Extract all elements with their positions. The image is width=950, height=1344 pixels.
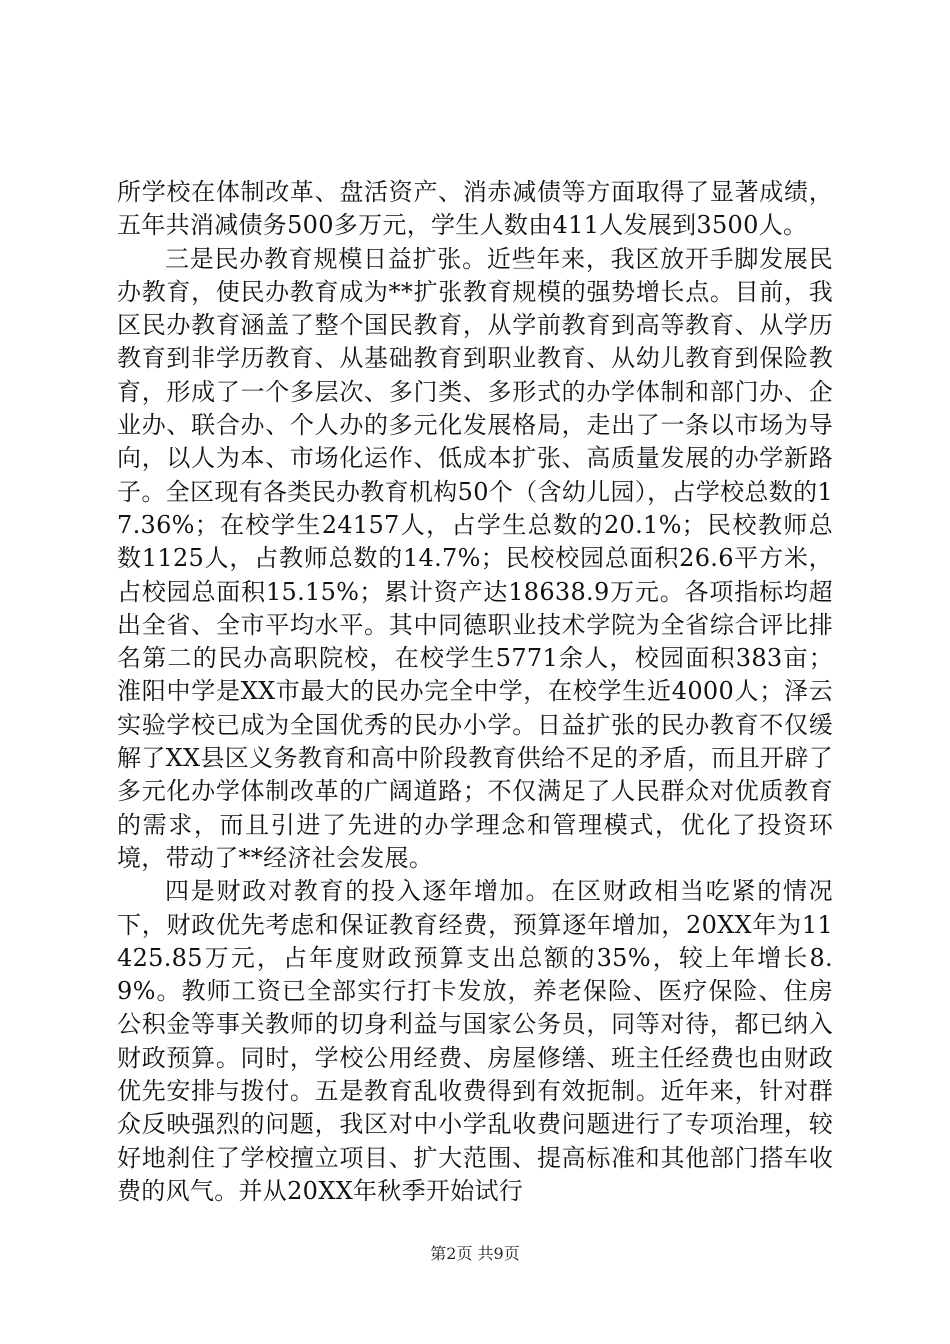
paragraph-2: 三是民办教育规模日益扩张。近些年来，我区放开手脚发展民办教育，使民办教育成为**扩张教育规模的强势增长点。目前，我区民办教育涵盖了整个国民教育，从学前教育到高等教育、从学历教育到非学历教育、从基础教育到职业教育、从幼儿教育到保险教育，形成了一个多层次、多门类、多形式的办学体制和部门办、企业办、联合办、个人办的多元化发展格局，走出了一条以市场为导向，以人为本、市场化运作、低成本扩张、高质量发展的办学新路子。全区现有各类民办教育机构50个（含幼儿园），占学校总数的17.36%；在校学生24157人，占学生总数的20.1%；民校教师总数1125人，占教师总数的14.7%；民校校园总面积26.6平方米，占校园总面积15.15%；累计资产达18638.9万元。各项指标均超出全省、全市平均水平。其中同德职业技术学院为全省综合评比排名第二的民办高职院校，在校学生5771余人，校园面积383亩；淮阳中学是XX市最大的民办完全中学，在校学生近4000人；泽云实验学校已成为全国优秀的民办小学。日益扩张的民办教育不仅缓解了XX县区义务教育和高中阶段教育供给不足的矛盾，而且开辟了多元化办学体制改革的广阔道路；不仅满足了人民群众对优质教育的需求，而且引进了先进的办学理念和管理模式，优化了投资环境，带动了**经济社会发展。 <box>117 244 833 872</box>
document-body <box>117 176 833 1208</box>
paragraph-1: 所学校在体制改革、盘活资产、消赤减债等方面取得了显著成绩，五年共消减债务500多万元，学生人数由411人发展到3500人。 <box>117 178 833 240</box>
page-footer: 第2页 共9页 <box>430 1244 520 1263</box>
paragraph-3: 四是财政对教育的投入逐年增加。在区财政相当吃紧的情况下，财政优先考虑和保证教育经费，预算逐年增加，20XX年为11425.85万元，占年度财政预算支出总额的35%，较上年增长8.9%。教师工资已全部实行打卡发放，养老保险、医疗保险、住房公积金等事关教师的切身利益与国家公务员，同等对待，都已纳入财政预算。同时，学校公用经费、房屋修缮、班主任经费也由财政优先安排与拨付。五是教育乱收费得到有效扼制。近年来，针对群众反映强烈的问题，我区对中小学乱收费问题进行了专项治理，较好地刹住了学校擅立项目、扩大范围、提高标准和其他部门搭车收费的风气。并从20XX年秋季开始试行 <box>117 877 833 1205</box>
